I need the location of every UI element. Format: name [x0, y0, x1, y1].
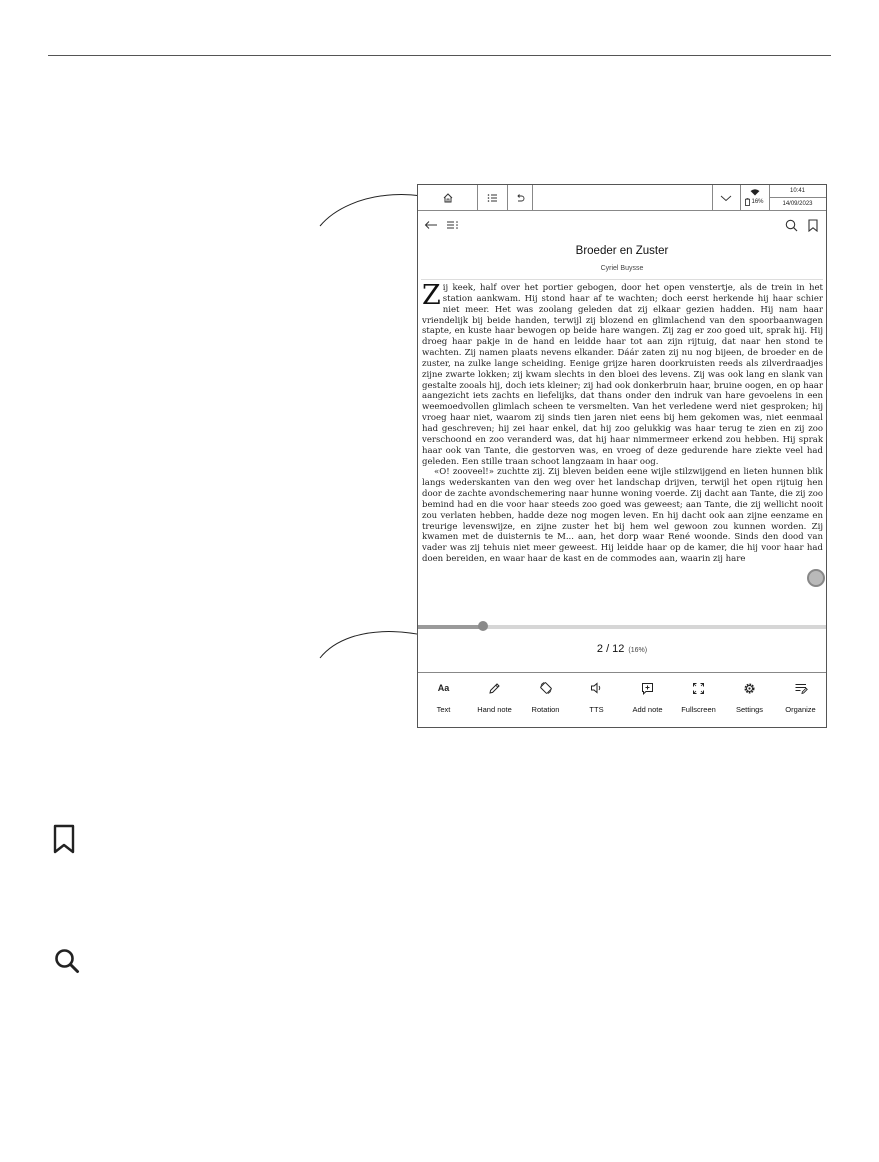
- paragraph-1-text: ij keek, half over het portier gebogen, door het open venstertje, als de trein in het station aankwam. Hij stond haar af te wachten; doch eerst herkende hij haar schier niet meer. Het was zoolang geleden dat zij elkaar gezien hadden. Hij nam haar vriendelijk bij beide handen, terwijl zij blozend en glimlachend van den spoorbaanwagen stapte, en kuste haar bewogen op beide hare wangen. Zij zag er zoo goed uit, sprak hij. Hij droeg haar pakje in de hand en leidde haar tot aan zijn rijtuig, dat naar hen stond te wachten. Zij namen plaats nevens elkander. Dáár zaten zij nu nog bijeen, de broeder en de zuster, na zulke lange scheiding. Eenige grijze haren doorkruisten reeds als zilverdraadjes zijne zwarte lokken; zij kwam slechts in den bloei des levens. Zij was ook lang en slank van gestalte zooals hij, doch iets kleiner; zij had ook donkerbruin haar, bruine oogen, en op haar aangezicht iets zachts en liefelijks, dat thans onder den indruk van hare gevoelens in een weemoedvollen glimlach scheen te versmelten. Van het verledene werd niet gesproken; hij vroeg haar niet, waarom zij sinds tien jaren niet eens bij hem gekomen was, niet eenmaal had geschreven; hij zei haar enkel, dat hij zoo gelukkig was haar terug te zien en zij zoo verschoond en zoo veranderd was, dat hij haar nimmermeer erkend zou hebben. Hij sprak haar ook van Tante, die gestorven was, en vroeg of deze gedurende hare ziekte veel had geleden. Een stille traan schoot langzaam in haar oog.: [422, 283, 823, 467]
- status-date: 14/09/2023: [782, 201, 813, 207]
- menu-label-organize: Organize: [785, 705, 816, 714]
- drop-cap: Z: [422, 283, 441, 311]
- status-time: 10:41: [769, 185, 826, 198]
- top-divider: [48, 55, 831, 56]
- menu-item-text[interactable]: [418, 673, 469, 727]
- home-button[interactable]: [418, 185, 478, 210]
- status-bar: [418, 185, 826, 211]
- menu-label-rotation: Rotation: [531, 705, 560, 714]
- organize-icon: [794, 682, 808, 695]
- toc-button[interactable]: [477, 185, 508, 210]
- back-history-button[interactable]: [507, 185, 533, 210]
- reading-progress-fill: [418, 625, 483, 629]
- gear-icon: [743, 682, 756, 695]
- chevron-down-icon: [720, 194, 732, 202]
- menu-label-add-note: Add note: [632, 705, 663, 714]
- bookmark-icon: [808, 219, 818, 232]
- scroll-handle[interactable]: [807, 569, 825, 587]
- fullscreen-icon: [692, 682, 705, 695]
- menu-item-rotation[interactable]: [520, 673, 571, 727]
- menu-label-tts: TTS: [589, 705, 604, 714]
- reading-progress-bar[interactable]: [418, 625, 826, 629]
- speaker-icon: [590, 682, 603, 694]
- battery-level: 16%: [751, 199, 764, 205]
- contents-button[interactable]: [442, 215, 462, 235]
- undo-icon: [515, 193, 525, 203]
- paragraph-2: «O! zooveel!» zuchtte zij. Zij bleven beiden eene wijle stilzwijgend en lieten hunnen blik langs wederskanten van den weg over het landschap drijven, terwijl het open rijtuig hen door de zachte avondschemering naar hunne woning voerde. Zij dacht aan Tante, die zij zoo bemind had en die voor haar steeds zoo goed was geweest; aan Tante, die zij wellicht nooit zou verlaten hebben, hadde deze nog mogen leven. En hij dacht ook aan zijne eenzame en treurige levenswijze, en zijne zuster het bij hem wel gewoon zou kunnen worden. Zij kwamen met de duisternis te M... aan, het dorp waar René woonde. Sinds den dood van vader was zij tehuis niet meer geweest. Hij leidde haar op de kamer, die hij voor haar had doen bereiden, en waar haar de kast en de commodes aan, waarin zij hare: [422, 467, 823, 565]
- rotation-icon: [539, 681, 553, 695]
- battery-icon: [745, 198, 750, 206]
- page-percent: (16%): [628, 647, 648, 654]
- menu-label-hand-note: Hand note: [477, 705, 512, 714]
- contents-list-icon: [446, 220, 459, 230]
- menu-item-settings[interactable]: [724, 673, 775, 727]
- bottom-menu: [418, 673, 826, 727]
- page-number: 2 / 12: [596, 643, 625, 655]
- menu-item-fullscreen[interactable]: [673, 673, 724, 727]
- search-button[interactable]: [781, 215, 801, 235]
- menu-item-add-note[interactable]: [622, 673, 673, 727]
- bookmark-button[interactable]: [803, 215, 823, 235]
- title-divider: [421, 279, 823, 280]
- search-legend-icon: [54, 948, 80, 974]
- book-author: Cyriel Buysse: [600, 265, 644, 272]
- menu-item-hand-note[interactable]: [469, 673, 520, 727]
- menu-label-settings: Settings: [735, 705, 764, 714]
- reader-screen: [417, 184, 827, 728]
- list-icon: [487, 193, 498, 203]
- reader-toolbar: [418, 211, 826, 239]
- clock: [769, 185, 826, 210]
- paragraph-1: [422, 283, 823, 467]
- add-note-icon: [641, 682, 654, 695]
- reading-progress-knob[interactable]: [478, 621, 488, 631]
- book-title: Broeder en Zuster: [575, 245, 669, 257]
- wifi-icon: [750, 189, 760, 196]
- menu-item-organize[interactable]: [775, 673, 826, 727]
- menu-label-fullscreen: Fullscreen: [681, 705, 716, 714]
- text-aa-icon: Aa: [437, 683, 450, 693]
- back-button[interactable]: [421, 215, 441, 235]
- book-page-text[interactable]: [422, 283, 823, 627]
- arrow-left-icon: [424, 220, 438, 230]
- home-icon: [442, 192, 454, 204]
- menu-label-text: Text: [436, 705, 451, 714]
- status-bar-spacer: [532, 185, 713, 210]
- page-indicator: [418, 643, 826, 655]
- connectivity-indicator: [740, 185, 770, 210]
- menu-item-tts[interactable]: [571, 673, 622, 727]
- bookmark-legend-icon: [53, 824, 75, 854]
- search-icon: [785, 219, 798, 232]
- pencil-icon: [488, 682, 501, 695]
- dropdown-button[interactable]: [712, 185, 741, 210]
